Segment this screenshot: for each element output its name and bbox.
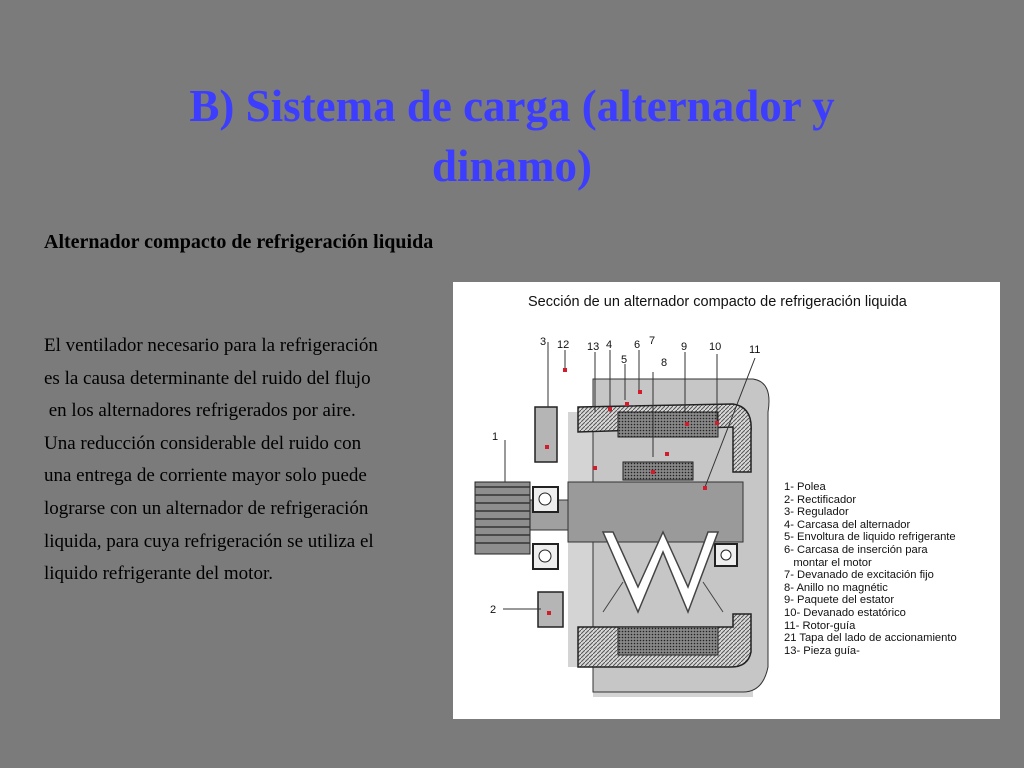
callout-11: 11 [749, 344, 761, 356]
body-text [44, 330, 454, 591]
body-line: El ventilador necesario para la refrigeración [44, 335, 378, 356]
slide-title [0, 76, 1024, 196]
legend-item: 4- Carcasa del alternador [784, 518, 911, 531]
legend [784, 481, 957, 657]
callout-3: 3 [540, 336, 547, 348]
legend-item: 9- Paquete del estator [784, 594, 895, 607]
callout-8: 8 [661, 357, 668, 369]
slide-title-line-2: dinamo) [431, 141, 593, 191]
stator-winding-bottom [618, 627, 718, 655]
figure-title: Sección de un alternador compacto de refrigeración liquida [528, 294, 907, 310]
body-line: es la causa determinante del ruido del flujo [44, 367, 371, 389]
pulley [475, 482, 530, 554]
callout-5: 5 [621, 354, 628, 366]
legend-item: montar el motor [784, 556, 872, 569]
legend-item: 11- Rotor-guía [784, 619, 856, 632]
slide-subtitle: Alternador compacto de refrigeración liquida [44, 231, 434, 253]
legend-item: 3- Regulador [784, 506, 849, 519]
callout-4: 4 [606, 339, 613, 351]
callout-10: 10 [709, 341, 722, 353]
stator-winding-top [618, 412, 718, 437]
legend-item: 8- Anillo no magnétic [784, 581, 888, 594]
excitation-winding [623, 462, 693, 480]
body-line: en los alternadores refrigerados por aire. [44, 400, 356, 422]
alternator-section-figure [453, 282, 1000, 719]
legend-item: 5- Envoltura de liquido refrigerante [784, 531, 956, 544]
rectifier-block [538, 592, 563, 627]
legend-item: 1- Polea [784, 481, 826, 493]
callout-12: 12 [557, 339, 570, 351]
slide-title-line-1: B) Sistema de carga (alternador y [189, 81, 835, 131]
legend-item: 7- Devanado de excitación fijo [784, 569, 934, 582]
body-line: liquida, para cuya refrigeración se utiliza el [44, 530, 374, 552]
body-line: liquido refrigerante del motor. [44, 563, 273, 585]
legend-item: 2- Rectificador [784, 493, 857, 506]
legend-item: 13- Pieza guía- [784, 644, 860, 657]
callout-1: 1 [492, 431, 499, 443]
body-line: Una reducción considerable del ruido con [44, 432, 362, 454]
body-line: una entrega de corriente mayor solo puede [44, 465, 367, 487]
legend-item: 6- Carcasa de inserción para [784, 543, 928, 556]
callout-9: 9 [681, 341, 688, 353]
callout-13: 13 [587, 341, 600, 353]
callout-2: 2 [490, 604, 497, 616]
regulator-block [535, 407, 557, 462]
legend-item: 21 Tapa del lado de accionamiento [784, 632, 957, 645]
body-line: lograrse con un alternador de refrigeración [44, 497, 369, 519]
callout-7: 7 [649, 335, 656, 347]
legend-item: 10- Devanado estatórico [784, 606, 906, 619]
callout-6: 6 [634, 339, 641, 351]
